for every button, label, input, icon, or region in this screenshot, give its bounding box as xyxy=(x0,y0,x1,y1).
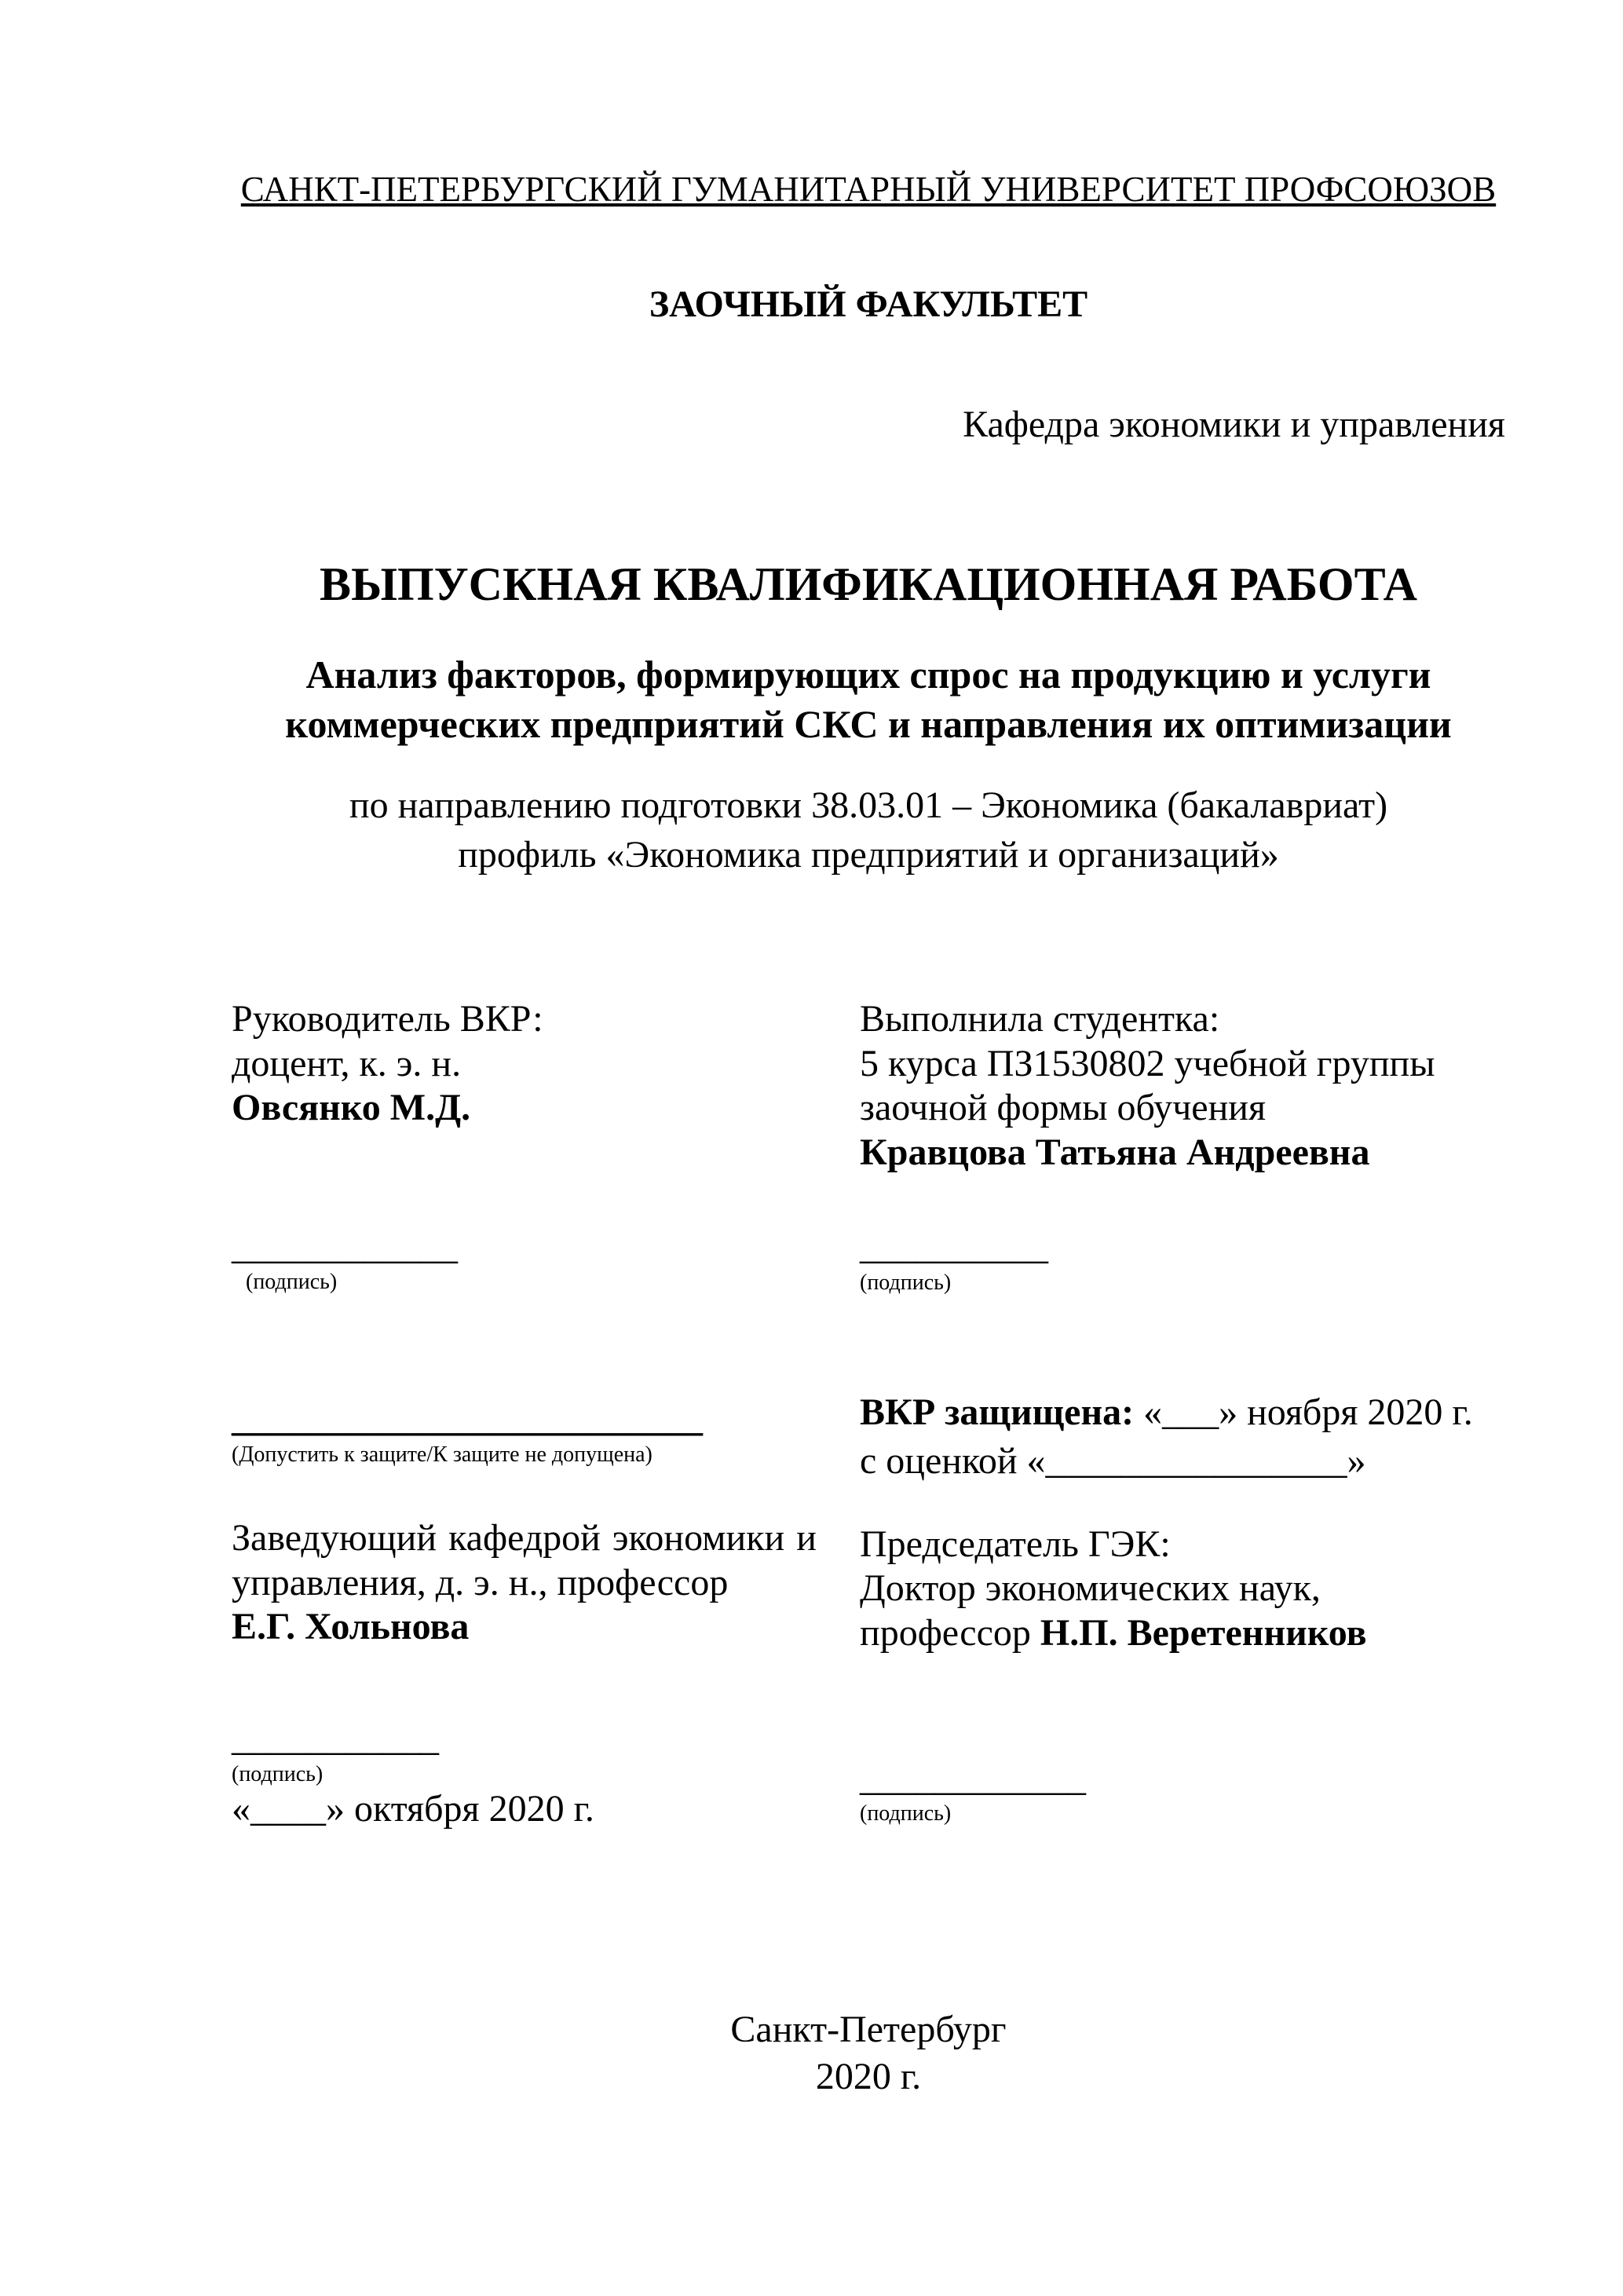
head-position-line: управления, д. э. н., профессор xyxy=(232,1561,729,1603)
defense-block xyxy=(860,1388,1505,1486)
chair-degree: Доктор экономических наук, xyxy=(860,1567,1321,1610)
study-program-line: по направлению подготовки 38.03.01 – Экономика (бакалавриат) xyxy=(349,784,1388,827)
head-signature-block xyxy=(232,1717,817,1831)
signature-caption: (подпись) xyxy=(860,1270,952,1296)
footer-city: Санкт-Петербург xyxy=(730,2009,1007,2050)
chair-name-line xyxy=(860,1611,1505,1656)
study-program-line: профиль «Экономика предприятий и организаций» xyxy=(458,833,1279,876)
student-signature-block xyxy=(860,1225,1505,1296)
thesis-topic xyxy=(232,650,1505,748)
student-form: заочной формы обучения xyxy=(860,1087,1267,1129)
supervisor-name: Овсянко М.Д. xyxy=(232,1087,471,1129)
head-of-department-block xyxy=(232,1516,817,1650)
chair-name: Н.П. Веретенников xyxy=(1040,1612,1367,1654)
thesis-topic-line: Анализ факторов, формирующих спрос на продукцию и услуги xyxy=(305,653,1431,697)
student-role: Выполнила студентка: xyxy=(860,997,1220,1040)
chair-signature-block xyxy=(860,1757,1505,1827)
work-type-title: ВЫПУСКНАЯ КВАЛИФИКАЦИОННАЯ РАБОТА xyxy=(320,558,1417,611)
footer-block xyxy=(232,2006,1505,2100)
chair-role: Председатель ГЭК: xyxy=(860,1523,1171,1565)
defense-date: «___» ноября 2020 г. xyxy=(1134,1391,1473,1434)
right-column xyxy=(860,997,1505,1831)
signature-line: ____________ xyxy=(232,1225,458,1267)
supervisor-role: Руководитель ВКР: xyxy=(232,997,543,1040)
university-name: САНКТ-ПЕТЕРБУРГСКИЙ ГУМАНИТАРНЫЙ УНИВЕРСИТЕТ ПРОФСОЮЗОВ xyxy=(240,170,1497,209)
student-name: Кравцова Татьяна Андреевна xyxy=(860,1131,1370,1173)
signature-caption: (подпись) xyxy=(232,1761,324,1786)
admission-block xyxy=(232,1397,817,1468)
footer-year: 2020 г. xyxy=(815,2056,922,2097)
study-program xyxy=(232,781,1505,879)
signature-line: __________ xyxy=(860,1226,1048,1268)
left-column xyxy=(232,997,817,1831)
student-group: 5 курса ПЗ1530802 учебной группы xyxy=(860,1042,1435,1084)
department-name: Кафедра экономики и управления xyxy=(963,403,1505,445)
admission-line: _________________________ xyxy=(232,1398,703,1440)
admission-caption: (Допустить к защите/К защите не допущена) xyxy=(232,1442,652,1468)
defense-label: ВКР защищена: xyxy=(860,1391,1135,1434)
head-position-line: Заведующий кафедрой экономики и xyxy=(232,1517,817,1559)
defense-grade-line: с оценкой «________________» xyxy=(860,1440,1366,1483)
student-block xyxy=(860,997,1505,1175)
supervisor-signature-block xyxy=(232,1225,817,1296)
defense-date-line xyxy=(860,1388,1505,1437)
supervisor-degree: доцент, к. э. н. xyxy=(232,1042,462,1084)
faculty-name: ЗАОЧНЫЙ ФАКУЛЬТЕТ xyxy=(649,283,1088,326)
head-name: Е.Г. Хольнова xyxy=(232,1606,470,1648)
chair-title: профессор xyxy=(860,1612,1040,1654)
signature-line: ____________ xyxy=(860,1757,1086,1799)
admission-date: «____» октября 2020 г. xyxy=(232,1787,594,1830)
signature-line: ___________ xyxy=(232,1717,439,1759)
signature-caption: (подпись) xyxy=(860,1801,952,1826)
signatures-section xyxy=(232,997,1505,1831)
thesis-topic-line: коммерческих предприятий СКС и направления их оптимизации xyxy=(285,701,1452,746)
committee-chair-block xyxy=(860,1523,1505,1656)
signature-caption: (подпись) xyxy=(246,1270,338,1295)
supervisor-block xyxy=(232,997,817,1131)
